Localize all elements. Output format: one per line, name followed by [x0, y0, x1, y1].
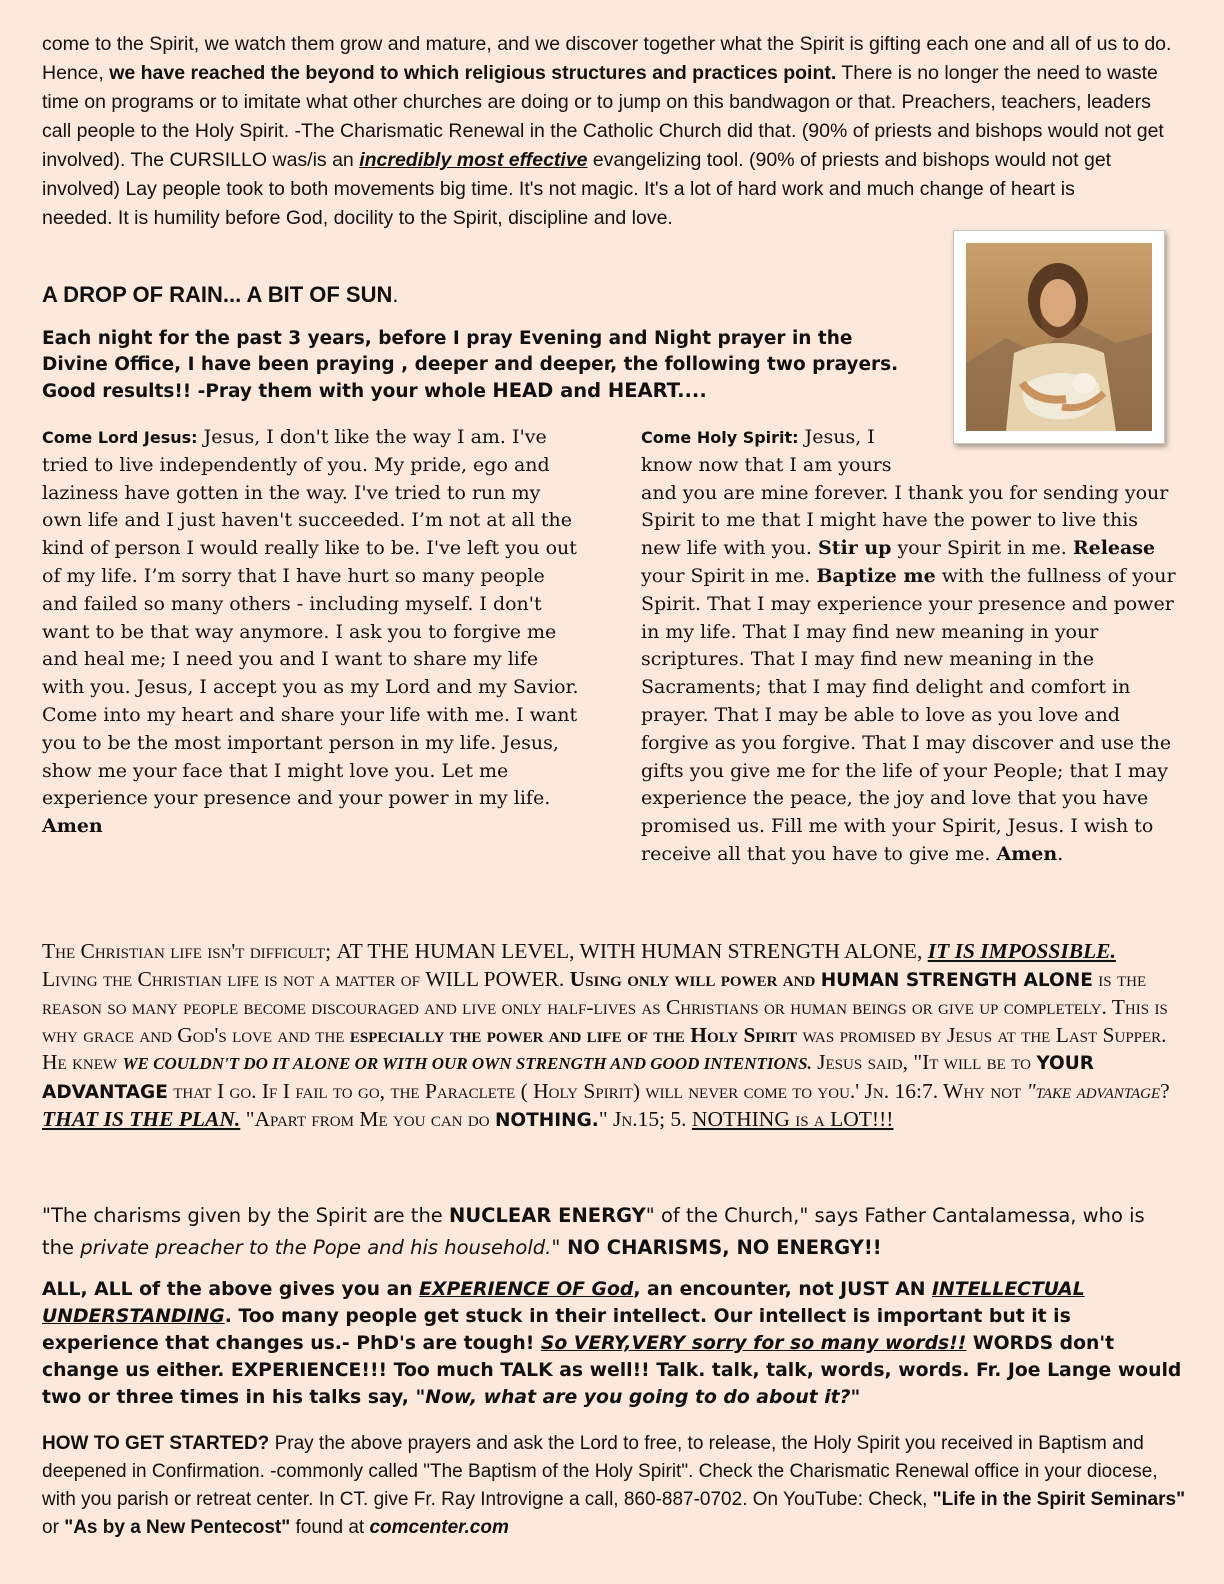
- prayer-label-holy-spirit: Come Holy Spirit:: [641, 428, 799, 447]
- intro-bold-statement: we have reached the beyond to which religious structures and practices point.: [109, 62, 837, 84]
- charisms-quote: "The charisms given by the Spirit are the NUCLEAR ENERGY" of the Church," says Father Cantalamessa, who is the private preacher to the Pope and his household." NO CHARISMS, NO ENERGY!!: [42, 1204, 1145, 1259]
- intro-paragraph: come to the Spirit, we watch them grow and mature, and we discover together what the Spirit is gifting each one and all of us to do. Hence, we have reached the beyond to which religious structures and practices point. There is no longer the need to waste time on programs or to imitate what other churches are doing or to jump on this bandwagon or that. Preachers, teachers, leaders call people to the Holy Spirit. -The Charismatic Renewal in the Catholic Church did that. (90% of priests and bishops would not get involved). The CURSILLO was/is an incredibly most effective evangelizing tool. (90% of priests and bishops would not get involved) Lay people took to both movements big time. It's not magic. It's a lot of hard work and much change of heart is: [42, 33, 1172, 200]
- christian-life-paragraph: The Christian life isn't difficult; AT THE HUMAN LEVEL, WITH HUMAN STRENGTH ALONE, IT IS IMPOSSIBLE. Living the Christian life is not a matter of WILL POWER. Using only will power and HUMAN STRENGTH ALONE is the reason so many people become discouraged and live only half-lives as Christians or human beings or give up completely. This is why grace and God's love and the especially the power and life of the Holy Spirit was promised by Jesus at the Last Supper. He knew WE COULDN'T DO IT ALONE OR WITH OUR OWN STRENGTH AND GOOD INTENTIONS. Jesus said, "It will be to YOUR ADVANTAGE that I go. If I fail to go, the Paraclete ( Holy Spirit) will never come to you.' Jn. 16:7. Why not "take advantage? THAT IS THE PLAN. "Apart from Me you can do NOTHING." Jn.15; 5. NOTHING is a LOT!!!: [42, 939, 1170, 1131]
- how-to-get-started-paragraph: HOW TO GET STARTED? Pray the above prayers and ask the Lord to free, to release, the Holy Spirit you received in Baptism and deepened in Confirmation. -commonly called "The Baptism of the Holy Spirit". Check the Charismatic Renewal office in your diocese, with you parish or retreat center. In CT. give Fr. Ray Introvigne a call, 860-887-0702. On YouTube: Check, "Life in the Spirit Seminars" or "As by a New Pentecost" found at comcenter.com: [42, 1433, 1186, 1538]
- intro-emphasis: incredibly most effective: [359, 149, 588, 171]
- experience-paragraph: ALL, ALL of the above gives you an EXPERIENCE OF God, an encounter, not JUST AN INTELLECTUAL UNDERSTANDING. Too many people get stuck in their intellect. Our intellect is important but it is experience that changes us.- PhD's are tough! So VERY,VERY sorry for so many words!! WORDS don't change us either. EXPERIENCE!!! Too much TALK as well!! Talk. talk, talk, words, words. Fr. Joe Lange would two or three times in his talks say, "Now, what are you going to do about it?": [42, 1279, 1182, 1408]
- prayer-come-lord-jesus: Come Lord Jesus: Jesus, I don't like the way I am. I've tried to live independently of you. My pride, ego and laziness have gotten in the way. I've tried to run my own life and I just haven't succeeded. I’m not at all the kind of person I would really like to be. I've left you out of my life. I’m sorry that I have hurt so many people and failed so many others - including myself. I don't want to be that way anymore. I ask you to forgive me and heal me; I need you and I want to share my life with you. Jesus, I accept you as my Lord and my Savior. Come into my heart and share your life with me. I want you to be the most important person in my life. Jesus, show me your face that I might love you. Let me experience your presence and your power in my life. Amen: [42, 426, 579, 838]
- jesus-holding-lamb-image: [953, 230, 1165, 444]
- intro-section: [42, 30, 1182, 233]
- prayer-label-lord-jesus: Come Lord Jesus:: [42, 428, 198, 447]
- amen-text: Amen: [42, 815, 103, 838]
- prayer-introduction: Each night for the past 3 years, before I pray Evening and Night prayer in the Divine Office, I have been praying , deeper and deeper, the following two prayers. Good results!! -Pray them with your whole HEAD and HEART....: [42, 328, 899, 402]
- website-text: comcenter.com: [369, 1517, 509, 1538]
- prayer-come-holy-spirit: Come Holy Spirit: Jesus, I know now that I am yours and you are mine forever. I thank you for sending your Spirit to me that I might have the power to live this new life with you. Stir up your Spirit in me. Release your Spirit in me. Baptize me with the fullness of your Spirit. That I may experience your presence and power in my life. That I may find new meaning in your scriptures. That I may find new meaning in the Sacraments; that I may find delight and comfort in prayer. That I may be able to love as you love and forgive as you forgive. That I may discover and use the gifts you give me for the life of your People; that I may experience the peace, the joy and love that you have promised us. Fill me with your Spirit, Jesus. I wish to receive all that you have to give me. Amen.: [641, 426, 1176, 865]
- amen-text: Amen: [996, 842, 1058, 865]
- rain-sun-heading: A DROP OF RAIN... A BIT OF SUN.: [42, 282, 399, 307]
- intro-paragraph-end: needed. It is humility before God, docility to the Spirit, discipline and love.: [42, 207, 673, 229]
- jesus-holding-lamb-illustration: [966, 243, 1152, 431]
